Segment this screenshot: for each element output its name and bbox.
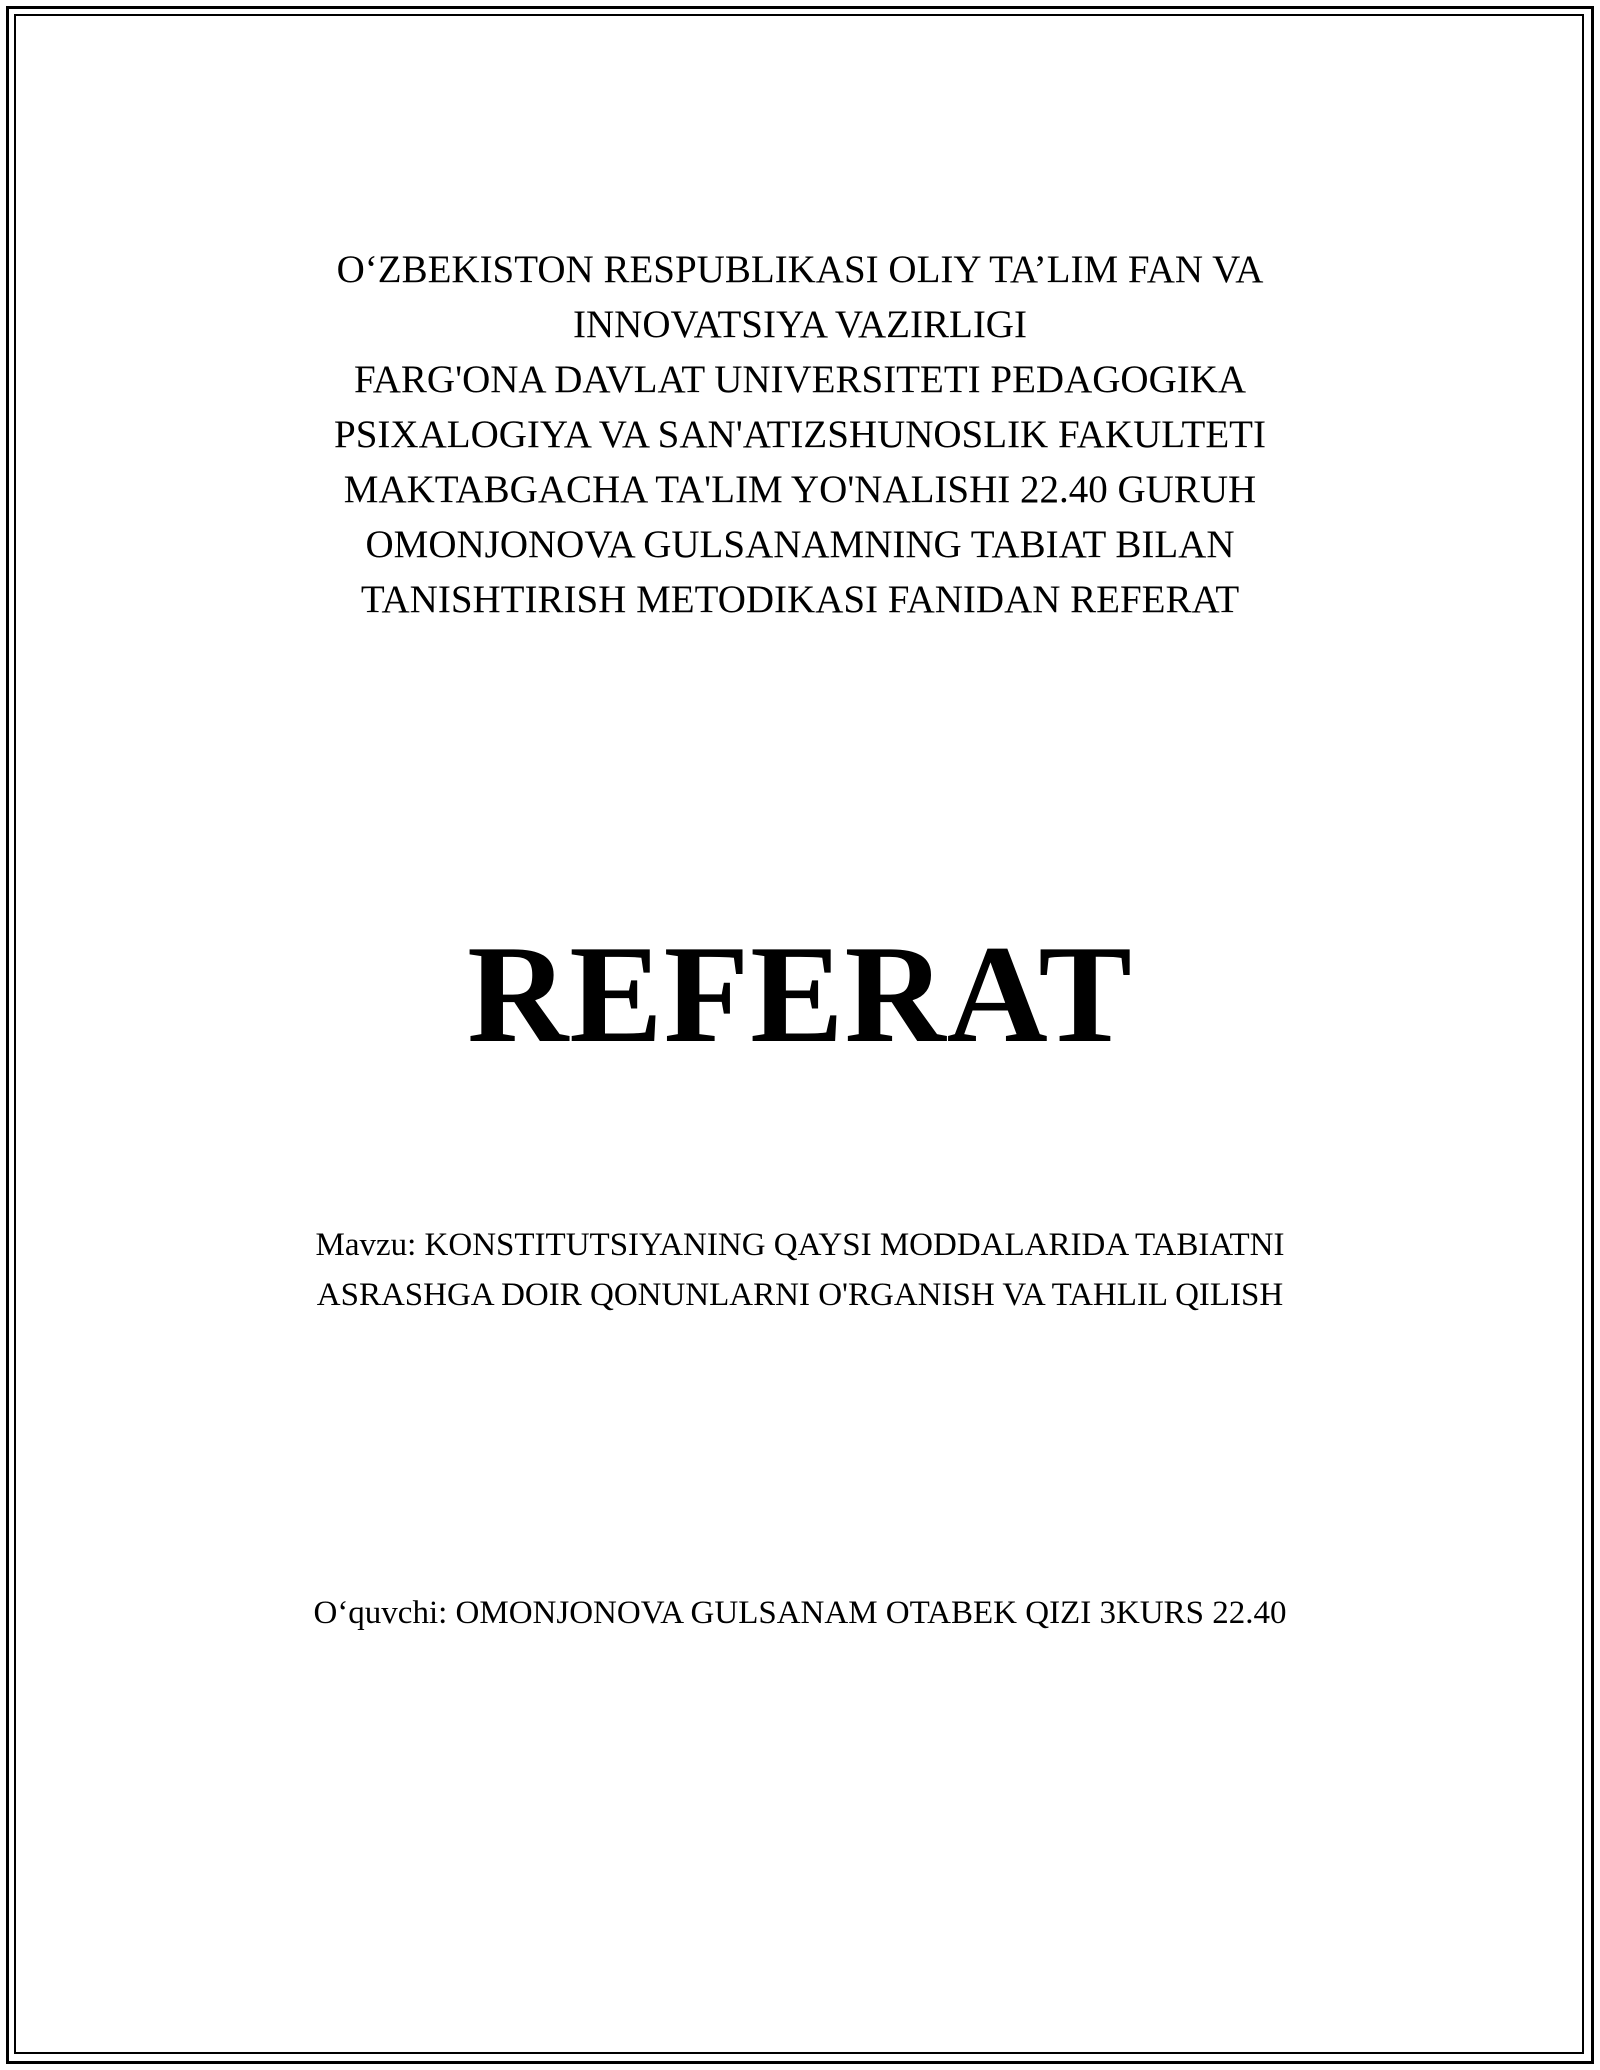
header-line: O‘ZBEKISTON RESPUBLIKASI OLIY TA’LIM FAN VA (336, 248, 1264, 291)
student-info: O‘quvchi: OMONJONOVA GULSANAM OTABEK QIZI 3KURS 22.40 (313, 1595, 1287, 1631)
header-line: INNOVATSIYA VAZIRLIGI (573, 303, 1027, 346)
header-line: MAKTABGACHA TA'LIM YO'NALISHI 22.40 GURUH (343, 468, 1257, 511)
document-title: REFERAT (467, 917, 1133, 1072)
institution-header (240, 242, 1360, 627)
header-line: TANISHTIRISH METODIKASI FANIDAN REFERAT (360, 578, 1240, 621)
header-line: OMONJONOVA GULSANAMNING TABIAT BILAN (365, 523, 1235, 566)
header-line: PSIXALOGIYA VA SAN'ATIZSHUNOSLIK FAKULTETI (334, 413, 1266, 456)
topic (200, 1220, 1400, 1320)
header-line: FARG'ONA DAVLAT UNIVERSITETI PEDAGOGIKA (353, 358, 1247, 401)
topic-line: ASRASHGA DOIR QONUNLARNI O'RGANISH VA TAHLIL QILISH (316, 1277, 1284, 1313)
topic-line: Mavzu: KONSTITUTSIYANING QAYSI MODDALARIDA TABIATNI (315, 1227, 1285, 1263)
